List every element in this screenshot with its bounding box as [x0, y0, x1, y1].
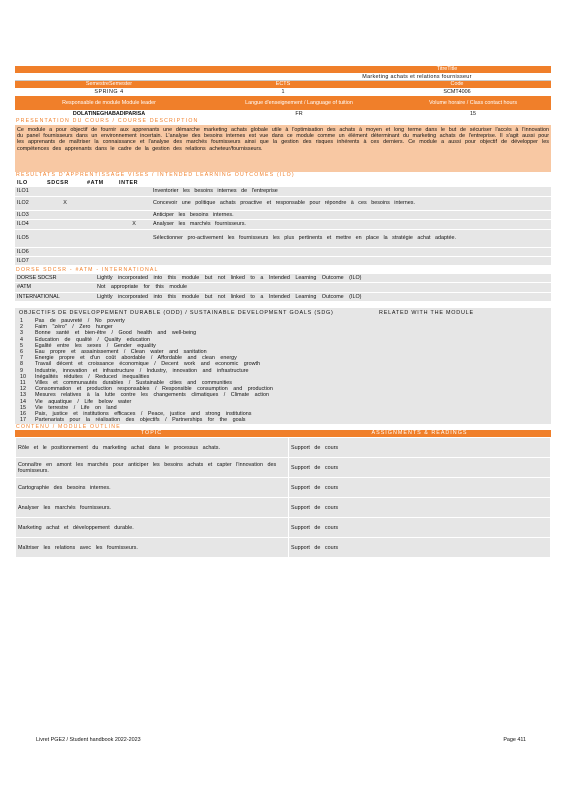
- content-assign: Support de cours: [289, 518, 551, 538]
- odd-goal-text: Paix, justice et institutions efficaces / Peace, justice and strong institutions: [35, 410, 252, 417]
- alignment-row: [15, 274, 551, 283]
- ects-value: 1: [281, 89, 285, 95]
- content-heading: CONTENU / MODULE OUTLINE: [16, 424, 121, 431]
- odd-goal-text: Pas de pauvreté / No poverty: [35, 317, 125, 324]
- odd-goal-text: Partenariats pour la réalisation des objectifs / Partnerships for the goals: [35, 417, 246, 424]
- odd-goal-text: Education de qualité / Quality education: [35, 336, 150, 343]
- col-inter: INTER: [119, 180, 139, 186]
- ilo-text: [151, 256, 551, 265]
- alignment-row: [15, 283, 551, 292]
- ilo-id: ILO7: [15, 256, 45, 265]
- code-value: SCMT4006: [443, 89, 471, 95]
- alignment-text: Lightly incorporated into this module but not linked to a Intended Learning Outcome (ILO): [95, 292, 551, 301]
- ilo-id: ILO6: [15, 247, 45, 256]
- ilo-inter: X: [117, 219, 151, 229]
- odd-goal-number: 17: [20, 417, 26, 424]
- ilo-atm: [85, 229, 117, 247]
- odd-goal-number: 13: [20, 392, 26, 399]
- alignment-text: Not appropriate for this module: [95, 283, 551, 292]
- ilo-dcsr: [45, 256, 85, 265]
- odd-related: RELATED WITH THE MODULE: [379, 309, 474, 316]
- odd-section: [15, 308, 551, 425]
- odd-goal-text: Egalité entre les sexes / Gender equality: [35, 342, 156, 349]
- odd-goal-number: 9: [20, 367, 23, 374]
- ilo-inter: [117, 247, 151, 256]
- content-topic: Maîtriser les relations avec les fournisseurs.: [16, 538, 289, 558]
- presentation-heading: PRESENTATION DU COURS / COURSE DESCRIPTION: [16, 118, 199, 124]
- ilo-table: [15, 187, 551, 266]
- presentation-text: Ce module a pour objectif de fournir aux apprenants une démarche marketing achats globale utile à l'optimisation des achats à moyen et long terme dans le but de sécuriser l'accès à l'innovation du panel fournisseurs dans un environnement incertain. L'analyse des besoins internes est vue dans ce module comme un élément déterminant du marketing achats de l'entreprise. Il s'agit aussi pour les apprenants de maîtriser la connaissance et l'analyse des marchés fournisseurs ainsi que la gestion des risques inhérents à ces derniers. Ce module a aussi pour objectif de développer les compétences des apprenants dans le cadre de la gestion des relations acheteur/fournisseurs.: [15, 125, 551, 172]
- ilo-inter: [117, 187, 151, 196]
- col-ilo: ILO: [17, 180, 28, 186]
- odd-goal-text: Industrie, innovation et infrastructure / Industry, innovation and infrastructure: [35, 367, 249, 374]
- language-value: FR: [295, 111, 303, 117]
- responsable-label: Responsable de module Module leader: [62, 99, 156, 106]
- ilo-dcsr: [45, 229, 85, 247]
- odd-goal-number: 12: [20, 386, 26, 393]
- content-assign: Support de cours: [289, 458, 551, 478]
- ilo-id: ILO3: [15, 210, 45, 219]
- ilo-column-header: [15, 179, 551, 187]
- content-row: [16, 538, 551, 558]
- ilo-row: [15, 256, 551, 265]
- odd-goal-number: 6: [20, 348, 23, 355]
- odd-goal-number: 3: [20, 330, 23, 337]
- odd-header: [19, 310, 551, 316]
- alignment-label: #ATM: [15, 283, 95, 292]
- ilo-row: [15, 247, 551, 256]
- content-row: [16, 438, 551, 458]
- content-row: [16, 498, 551, 518]
- content-table: [15, 437, 551, 558]
- odd-goal-text: Mesures relatives à la lutte contre les changements climatiques / Climate action: [35, 392, 269, 399]
- odd-goal-number: 2: [20, 324, 23, 331]
- alignment-label: INTERNATIONAL: [15, 292, 95, 301]
- content-row: [16, 458, 551, 478]
- content-header: [15, 430, 551, 437]
- content-assign: Support de cours: [289, 478, 551, 498]
- learning-heading: RESULTATS D'APPRENTISSAGE VISES / INTENDED LEARNING OUTCOMES (ILO): [16, 172, 295, 178]
- col-dcsr: SDCSR: [47, 180, 69, 186]
- leader-header: [15, 96, 551, 110]
- ilo-id: ILO1: [15, 187, 45, 196]
- alignment-text: Lightly incorporated into this module but not linked to a Intended Learning Outcome (ILO): [95, 274, 551, 283]
- ilo-id: ILO5: [15, 229, 45, 247]
- title-header: [15, 66, 551, 73]
- content-topic: Analyser les marchés fournisseurs.: [16, 498, 289, 518]
- ilo-text: Concevoir une politique achats proactive et responsable pour répondre à ces besoins internes.: [151, 196, 551, 210]
- ilo-text: [151, 247, 551, 256]
- title-label: TitreTitle: [436, 66, 458, 72]
- ilo-row: [15, 219, 551, 229]
- content-row: [16, 518, 551, 538]
- content-topic: Cartographie des besoins internes.: [16, 478, 289, 498]
- alignment-row: [15, 292, 551, 301]
- col-assign: ASSIGNMENTS & READINGS: [371, 430, 468, 437]
- content-topic: Rôle et le positionnement du marketing achat dans le processus achats.: [16, 438, 289, 458]
- content-assign: Support de cours: [289, 538, 551, 558]
- ilo-dcsr: X: [45, 196, 85, 210]
- ects-label: ECTS: [275, 81, 291, 87]
- ilo-text: Analyser les marchés fournisseurs.: [151, 219, 551, 229]
- content-assign: Support de cours: [289, 498, 551, 518]
- semester-value: SPRING 4: [94, 89, 124, 95]
- ilo-inter: [117, 229, 151, 247]
- alignment-label: DORSE SDCSR: [15, 274, 95, 283]
- ilo-text: Inventorier les besoins internes de l'entreprise: [151, 187, 551, 196]
- odd-goal-text: Bonne santé et bien-être / Good health and well-being: [35, 330, 197, 337]
- ilo-dcsr: [45, 187, 85, 196]
- ilo-inter: [117, 256, 151, 265]
- alignment-table: [15, 274, 551, 302]
- ilo-atm: [85, 256, 117, 265]
- semester-header: [15, 81, 551, 88]
- odd-heading: OBJECTIFS DE DEVELOPPEMENT DURABLE (ODD) / SUSTAINABLE DEVELOPMENT GOALS (SDG): [19, 309, 334, 316]
- odd-goal-number: 10: [20, 373, 26, 380]
- language-label: Langue d'enseignement / Language of tuition: [245, 99, 353, 106]
- ilo-row: [15, 187, 551, 196]
- ilo-atm: [85, 187, 117, 196]
- ilo-atm: [85, 247, 117, 256]
- alignment-heading: DORSE SDCSR - #ATM - INTERNATIONAL: [16, 267, 159, 274]
- odd-goal-text: Eau propre et assainissement / Clean water and sanitation: [35, 348, 207, 355]
- ilo-row: [15, 210, 551, 219]
- code-label: Code: [450, 81, 464, 87]
- odd-goal-related: [363, 417, 551, 423]
- ilo-row: [15, 196, 551, 210]
- footer: [36, 737, 526, 743]
- odd-goal-number: 16: [20, 410, 26, 417]
- odd-goal-row: [19, 417, 551, 423]
- responsable-value: DOLATINEGHABADIPARISA: [72, 111, 146, 117]
- odd-goal-text: Faim "zéro" / Zero hunger: [35, 324, 113, 331]
- odd-goal-number: 4: [20, 336, 23, 343]
- odd-goal-number: 7: [20, 355, 23, 362]
- ilo-text: Anticiper les besoins internes.: [151, 210, 551, 219]
- semester-label: SemestreSemester: [85, 81, 133, 87]
- odd-goal-number: 5: [20, 342, 23, 349]
- odd-goal-number: 15: [20, 404, 26, 411]
- ilo-text: Sélectionner pro-activement les fournisseurs les plus pertinents et mettre en place la stratégie achat adaptée.: [151, 229, 551, 247]
- leader-row: [15, 110, 551, 118]
- title-row: [15, 73, 551, 81]
- volume-label: Volume horaire / Class contact hours: [428, 99, 518, 106]
- col-atm: #ATM: [87, 180, 104, 186]
- content-assign: Support de cours: [289, 438, 551, 458]
- odd-goal-text: Energie propre et d'un coût abordable / Affordable and clean energy: [35, 355, 237, 362]
- ilo-inter: [117, 196, 151, 210]
- odd-goal-text: Travail décent et croissance économique / Decent work and economic growth: [35, 361, 260, 368]
- content-topic: Connaître en amont les marchés pour anticiper les besoins achats et capter l'innovation des fournisseurs.: [16, 458, 289, 478]
- content-row: [16, 478, 551, 498]
- volume-value: 15: [470, 111, 476, 117]
- odd-goal-text: Vie terrestre / Life on land: [35, 404, 117, 411]
- odd-goal-number: 8: [20, 361, 23, 368]
- odd-goal-text: Vie aquatique / Life below water: [35, 398, 132, 405]
- ilo-id: ILO2: [15, 196, 45, 210]
- ilo-dcsr: [45, 247, 85, 256]
- title-value: Marketing achats et relations fournisseur: [362, 74, 472, 80]
- ilo-atm: [85, 196, 117, 210]
- odd-goal-number: 11: [20, 379, 26, 386]
- odd-goal-text: Consommation et production responsables / Responsible consumption and production: [35, 386, 273, 393]
- odd-goal-text: Villes et communautés durables / Sustainable cities and communities: [35, 379, 232, 386]
- footer-right: Page 411: [503, 737, 526, 743]
- syllabus-page: [15, 66, 551, 558]
- ilo-row: [15, 229, 551, 247]
- ilo-atm: [85, 219, 117, 229]
- ilo-id: ILO4: [15, 219, 45, 229]
- content-topic: Marketing achat et développement durable.: [16, 518, 289, 538]
- odd-goal-number: 1: [20, 317, 23, 324]
- ilo-dcsr: [45, 210, 85, 219]
- footer-left: Livret PGE2 / Student handbook 2022-2023: [36, 737, 141, 743]
- ilo-dcsr: [45, 219, 85, 229]
- ilo-atm: [85, 210, 117, 219]
- odd-goal-text: Inégalités réduites / Reduced inequalities: [35, 373, 150, 380]
- ilo-inter: [117, 210, 151, 219]
- col-topic: TOPIC: [140, 430, 163, 437]
- semester-row: [15, 88, 551, 96]
- odd-goal-number: 14: [20, 398, 26, 405]
